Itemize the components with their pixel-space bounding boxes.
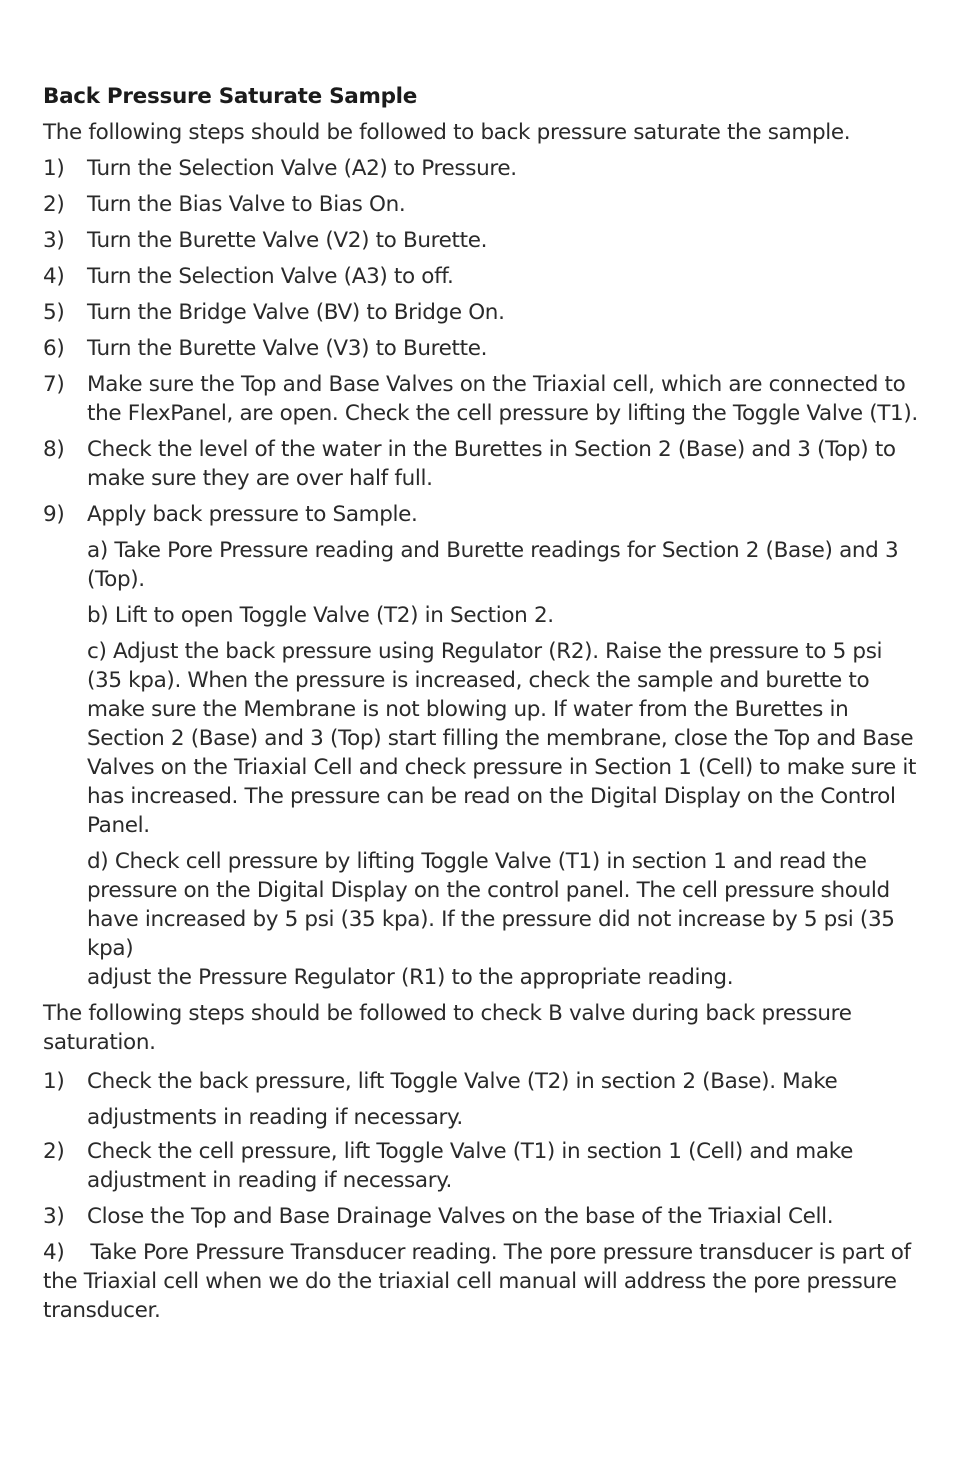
step-item [43, 435, 923, 493]
step-text: Turn the Selection Valve (A2) to Pressure. [87, 156, 517, 181]
bvalve-intro-paragraph: The following steps should be followed to check B valve during back pressure saturation. [43, 1001, 852, 1055]
step-text: Turn the Bridge Valve (BV) to Bridge On. [87, 300, 505, 325]
step-item [43, 262, 923, 291]
step-item [43, 334, 923, 363]
step-text: Check the level of the water in the Burettes in Section 2 (Base) and 3 (Top) to make sure they are over half full. [87, 437, 896, 491]
final-step-paragraph [43, 1238, 923, 1325]
substep-d [43, 847, 923, 992]
substep-b: b) Lift to open Toggle Valve (T2) in Section 2. [87, 603, 554, 628]
step-text: Close the Top and Base Drainage Valves on the base of the Triaxial Cell. [87, 1204, 834, 1229]
step-number: 6) [43, 336, 65, 361]
step-text: Check the cell pressure, lift Toggle Valve (T1) in section 1 (Cell) and make adjustment in reading if necessary. [87, 1139, 853, 1193]
step-text: Turn the Bias Valve to Bias On. [87, 192, 406, 217]
substep-d-text: d) Check cell pressure by lifting Toggle Valve (T1) in section 1 and read the pressure on the Digital Display on the control panel. The cell pressure should have increased by 5 psi (35 kpa). If the pressure did not increase by 5 psi (35 kpa) [87, 849, 895, 961]
step-number: 3) [43, 228, 65, 253]
step-text: Turn the Burette Valve (V2) to Burette. [87, 228, 488, 253]
step-number: 3) [43, 1204, 65, 1229]
step-item [43, 298, 923, 327]
step-text: Check the back pressure, lift Toggle Valve (T2) in section 2 (Base). Make adjustments in reading if necessary. [87, 1069, 838, 1130]
step-item [43, 154, 923, 183]
step-text: Apply back pressure to Sample. [87, 502, 418, 527]
step-number: 4) [43, 1240, 65, 1265]
bvalve-step-item [43, 1137, 923, 1195]
step-number: 4) [43, 264, 65, 289]
substep-c: c) Adjust the back pressure using Regulator (R2). Raise the pressure to 5 psi (35 kpa). When the pressure is increased, check the sample and burette to make sure the Membrane is not blowing up. If water from the Burettes in Section 2 (Base) and 3 (Top) start filling the membrane, close the Top and Base Valves on the Triaxial Cell and check pressure in Section 1 (Cell) to make sure it has increased. The pressure can be read on the Digital Display on the Control Panel. [87, 639, 917, 838]
step-number: 1) [43, 1069, 65, 1094]
step-number: 1) [43, 156, 65, 181]
step-text: Turn the Burette Valve (V3) to Burette. [87, 336, 488, 361]
step-number: 9) [43, 502, 65, 527]
step-item [43, 190, 923, 219]
step-item [43, 370, 923, 428]
step-number: 7) [43, 372, 65, 397]
step-text: Make sure the Top and Base Valves on the Triaxial cell, which are connected to the FlexPanel, are open. Check the cell pressure by lifting the Toggle Valve (T1). [87, 372, 918, 426]
bvalve-step-item [43, 1202, 923, 1231]
step-number: 8) [43, 437, 65, 462]
step-item [43, 500, 923, 529]
step-item [43, 226, 923, 255]
step-text: Take Pore Pressure Transducer reading. The pore pressure transducer is part of the Triaxial cell when we do the triaxial cell manual will address the pore pressure transducer. [43, 1240, 911, 1323]
step-number: 5) [43, 300, 65, 325]
section-heading: Back Pressure Saturate Sample [43, 84, 418, 109]
document-page [43, 82, 923, 1325]
substep-d-tail: adjust the Pressure Regulator (R1) to the appropriate reading. [87, 965, 734, 990]
substep-a: a) Take Pore Pressure reading and Burette readings for Section 2 (Base) and 3 (Top). [87, 538, 899, 592]
intro-paragraph: The following steps should be followed to back pressure saturate the sample. [43, 120, 851, 145]
step-number: 2) [43, 1139, 65, 1164]
step-number: 2) [43, 192, 65, 217]
bvalve-step-item [43, 1064, 923, 1136]
step-text: Turn the Selection Valve (A3) to off. [87, 264, 454, 289]
